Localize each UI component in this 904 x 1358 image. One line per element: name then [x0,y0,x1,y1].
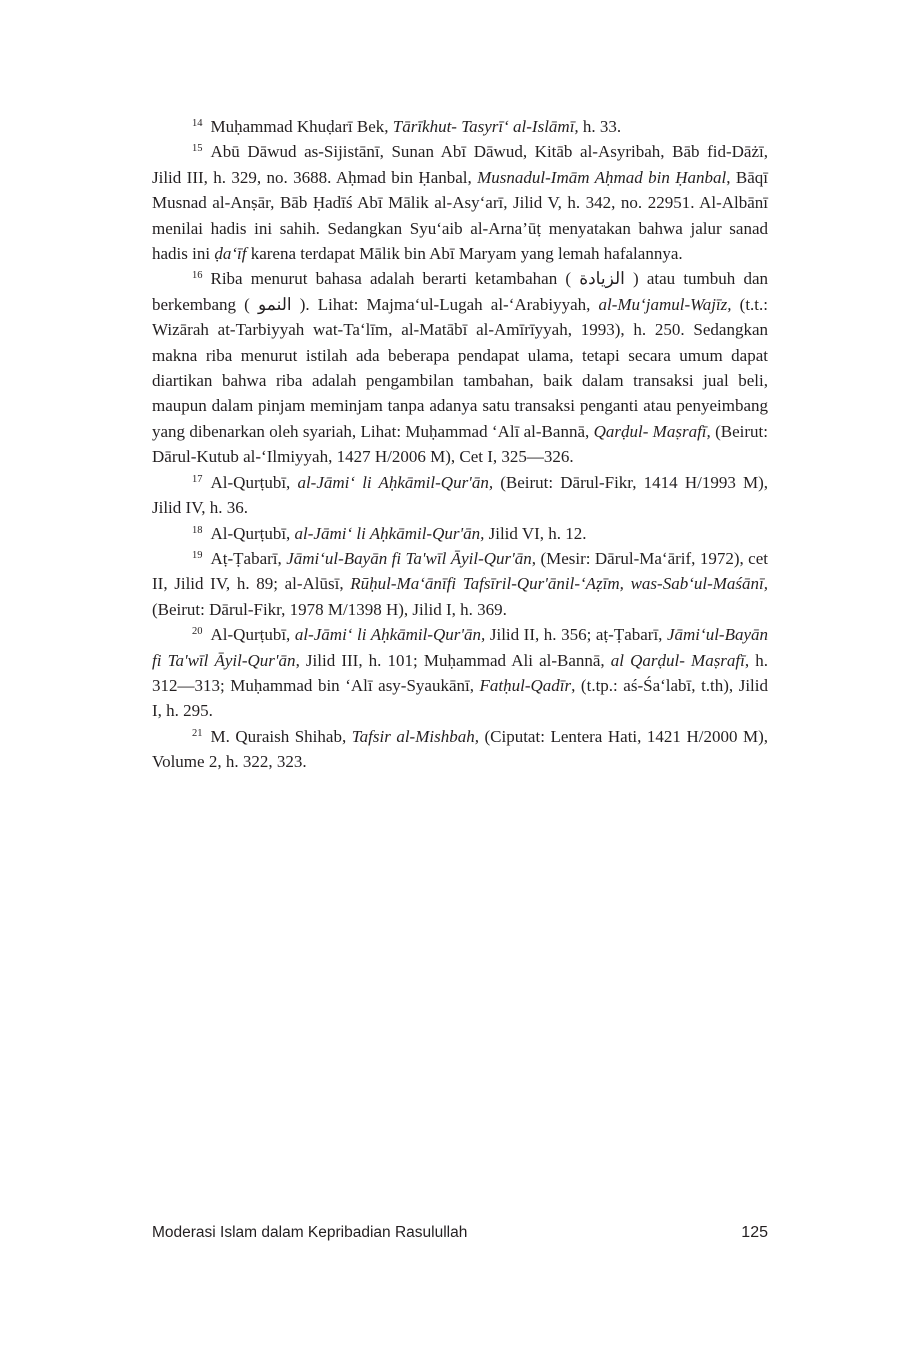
footnote-text: Abū Dāwud as-Sijistānī, Sunan Abī Dāwud, Kitāb al-Asyribah, Bāb fid-Dāżī, Jilid III, h. 329, no. 3688. Aḥmad bin Ḥanbal, Musnadul-Imām Aḥmad bin Ḥanbal, Bāqī Musnad al-Anṣār, Bāb Ḥadīś Abī Mālik al-Asy‘arī, Jilid V, h. 342, no. 22951. Al-Albānī menilai hadis ini sahih. Sedangkan Syu‘aib al-Arna’ūṭ menyatakan bahwa jalur sanad hadis ini ḍa‘īf karena terdapat Mālik bin Abī Maryam yang lemah hafalannya. [152,142,768,264]
footnotes-section [152,114,768,775]
footnote-number: 16 [192,270,203,282]
footnote-number: 17 [192,473,203,485]
footnote-17 [152,470,768,521]
running-footer-title: Moderasi Islam dalam Kepribadian Rasulullah [152,1224,468,1241]
page-number: 125 [741,1224,768,1241]
footnote-text: Aṭ-Ṭabarī, Jāmi‘ul-Bayān fi Ta'wīl Āyil-Qur'ān, (Mesir: Dārul-Ma‘ārif, 1972), cet II, Jilid IV, h. 89; al-Alūsī, Rūḥul-Ma‘ānīfi Tafsīril-Qur'ānil-‘Aẓīm, was-Sab‘ul-Maśānī, (Beirut: Dārul-Fikr, 1978 M/1398 H), Jilid I, h. 369. [152,548,768,619]
footnote-text: Riba menurut bahasa adalah berarti ketambahan ( الزيادة ) atau tumbuh dan berkembang ( النمو ). Lihat: Majma‘ul-Lugah al-‘Arabiyyah, al-Mu‘jamul-Wajīz, (t.t.: Wizārah at-Tarbiyyah wat-Ta‘līm, al-Matābī al-Amīrīyyah, 1993), h. 250. Sedangkan makna riba menurut istilah ada beberapa pendapat ulama, tetapi secara umum dapat diartikan bahwa riba adalah pengambilan tambahan, baik dalam transaksi jual beli, maupun dalam pinjam meminjam tanpa adanya satu transaksi penganti atau penyeimbang yang dibenarkan oleh syariah, Lihat: Muḥammad ‘Alī al-Bannā, Qarḍul- Maṣrafī, (Beirut: Dārul-Kutub al-‘Ilmiyyah, 1427 H/2006 M), Cet I, 325—326. [152,269,768,467]
footnote-text: Al-Qurṭubī, al-Jāmi‘ li Aḥkāmil-Qur'ān, (Beirut: Dārul-Fikr, 1414 H/1993 M), Jilid IV, h. 36. [152,472,768,518]
footnote-number: 21 [192,727,203,739]
footnote-number: 15 [192,143,203,155]
footnote-19 [152,546,768,622]
footnote-16 [152,266,768,469]
footnote-15 [152,139,768,266]
footnote-number: 20 [192,626,203,638]
footnote-18 [152,521,768,546]
footnote-text: Muḥammad Khuḍarī Bek, Tārīkhut- Tasyrī‘ al-Islāmī, h. 33. [210,117,622,136]
footnote-number: 19 [192,549,203,561]
footnote-number: 18 [192,524,203,536]
footnote-21 [152,724,768,775]
footnote-14 [152,114,768,139]
footnote-text: Al-Qurṭubī, al-Jāmi‘ li Aḥkāmil-Qur'ān, Jilid II, h. 356; aṭ-Ṭabarī, Jāmi‘ul-Bayān fi Ta'wīl Āyil-Qur'ān, Jilid III, h. 101; Muḥammad Ali al-Bannā, al Qarḍul- Maṣrafī, h. 312—313; Muḥammad bin ‘Alī asy-Syaukānī, Fatḥul-Qadīr, (t.tp.: aś-Śa‘labī, t.th), Jilid I, h. 295. [152,625,769,721]
footnote-number: 14 [192,118,203,129]
footnote-20 [152,622,768,724]
footnote-text: Al-Qurṭubī, al-Jāmi‘ li Aḥkāmil-Qur'ān, Jilid VI, h. 12. [210,523,587,543]
footnote-text: M. Quraish Shihab, Tafsir al-Mishbah, (Ciputat: Lentera Hati, 1421 H/2000 M), Volume 2, h. 322, 323. [152,726,768,772]
